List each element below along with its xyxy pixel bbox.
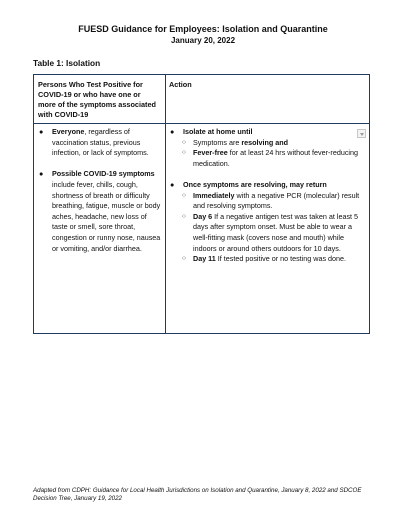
symptoms-label: Possible COVID-19 symptoms [52,169,155,179]
footer-citation: Adapted from CDPH: Guidance for Local Health Jurisdictions on Isolation and Quarantine, January 8, 2022 and SDCOE Decision Tree, January 19, 2022 [33,487,362,503]
isolation-table [33,74,370,334]
bullet-icon: ● [170,127,175,136]
circle-bullet-icon: ○ [182,138,186,146]
everyone-item [38,127,164,159]
isolate-item [169,127,367,138]
circle-bullet-icon: ○ [182,191,186,199]
circle-bullet-icon: ○ [182,212,186,220]
persons-cell [38,127,164,254]
isolate-title: Isolate at home until [183,127,253,136]
document-date: January 20, 2022 [170,36,236,45]
circle-bullet-icon: ○ [182,255,186,263]
bullet-icon: ● [39,127,44,136]
everyone-label: Everyone [52,127,85,136]
header-persons: Persons Who Test Positive for COVID-19 or who have one or more of the symptoms associated with COVID-19 [38,80,157,119]
table-caption: Table 1: Isolation [33,58,101,68]
return-item [169,180,367,191]
column-divider [165,75,166,333]
return-title: Once symptoms are resolving, may return [183,179,327,189]
isolate-sub-symptoms: ○ Symptoms are resolving and [182,137,289,147]
circle-bullet-icon: ○ [182,149,186,157]
symptoms-text: include fever, chills, cough, shortness of breath or difficulty breathing, fatigue, muscle or body aches, headache, new loss of taste or smell, sore throat, congestion or runny nose, nausea or vomiting, and/or diarrhea. [52,179,161,253]
everyone-text: , regardless of vaccination status, previous infection, or lack of symptoms. [52,127,149,158]
document-title: FUESD Guidance for Employees: Isolation and Quarantine [78,24,328,34]
return-sub-immediately: ○ Immediately with a negative PCR (molecular) result and resolving symptoms. [182,190,360,211]
bullet-icon: ● [170,179,175,189]
chevron-down-icon[interactable] [357,129,366,138]
return-sub-day6: ○ Day 6 If a negative antigen test was taken at least 5 days after symptom onset. Must be able to wear a well-fitting mask (covers nose and mouth) while indoors or around others outdoors for 10 days. [182,211,359,253]
return-sub-day11: ○ Day 11 If tested positive or no testing was done. [182,254,347,264]
bullet-icon: ● [39,169,44,179]
header-divider [34,123,369,124]
isolate-sub-fever: ○ Fever-free for at least 24 hrs without fever-reducing medication. [182,148,359,168]
symptoms-item [38,169,164,254]
header-action: Action [169,80,192,89]
action-cell [169,127,367,265]
